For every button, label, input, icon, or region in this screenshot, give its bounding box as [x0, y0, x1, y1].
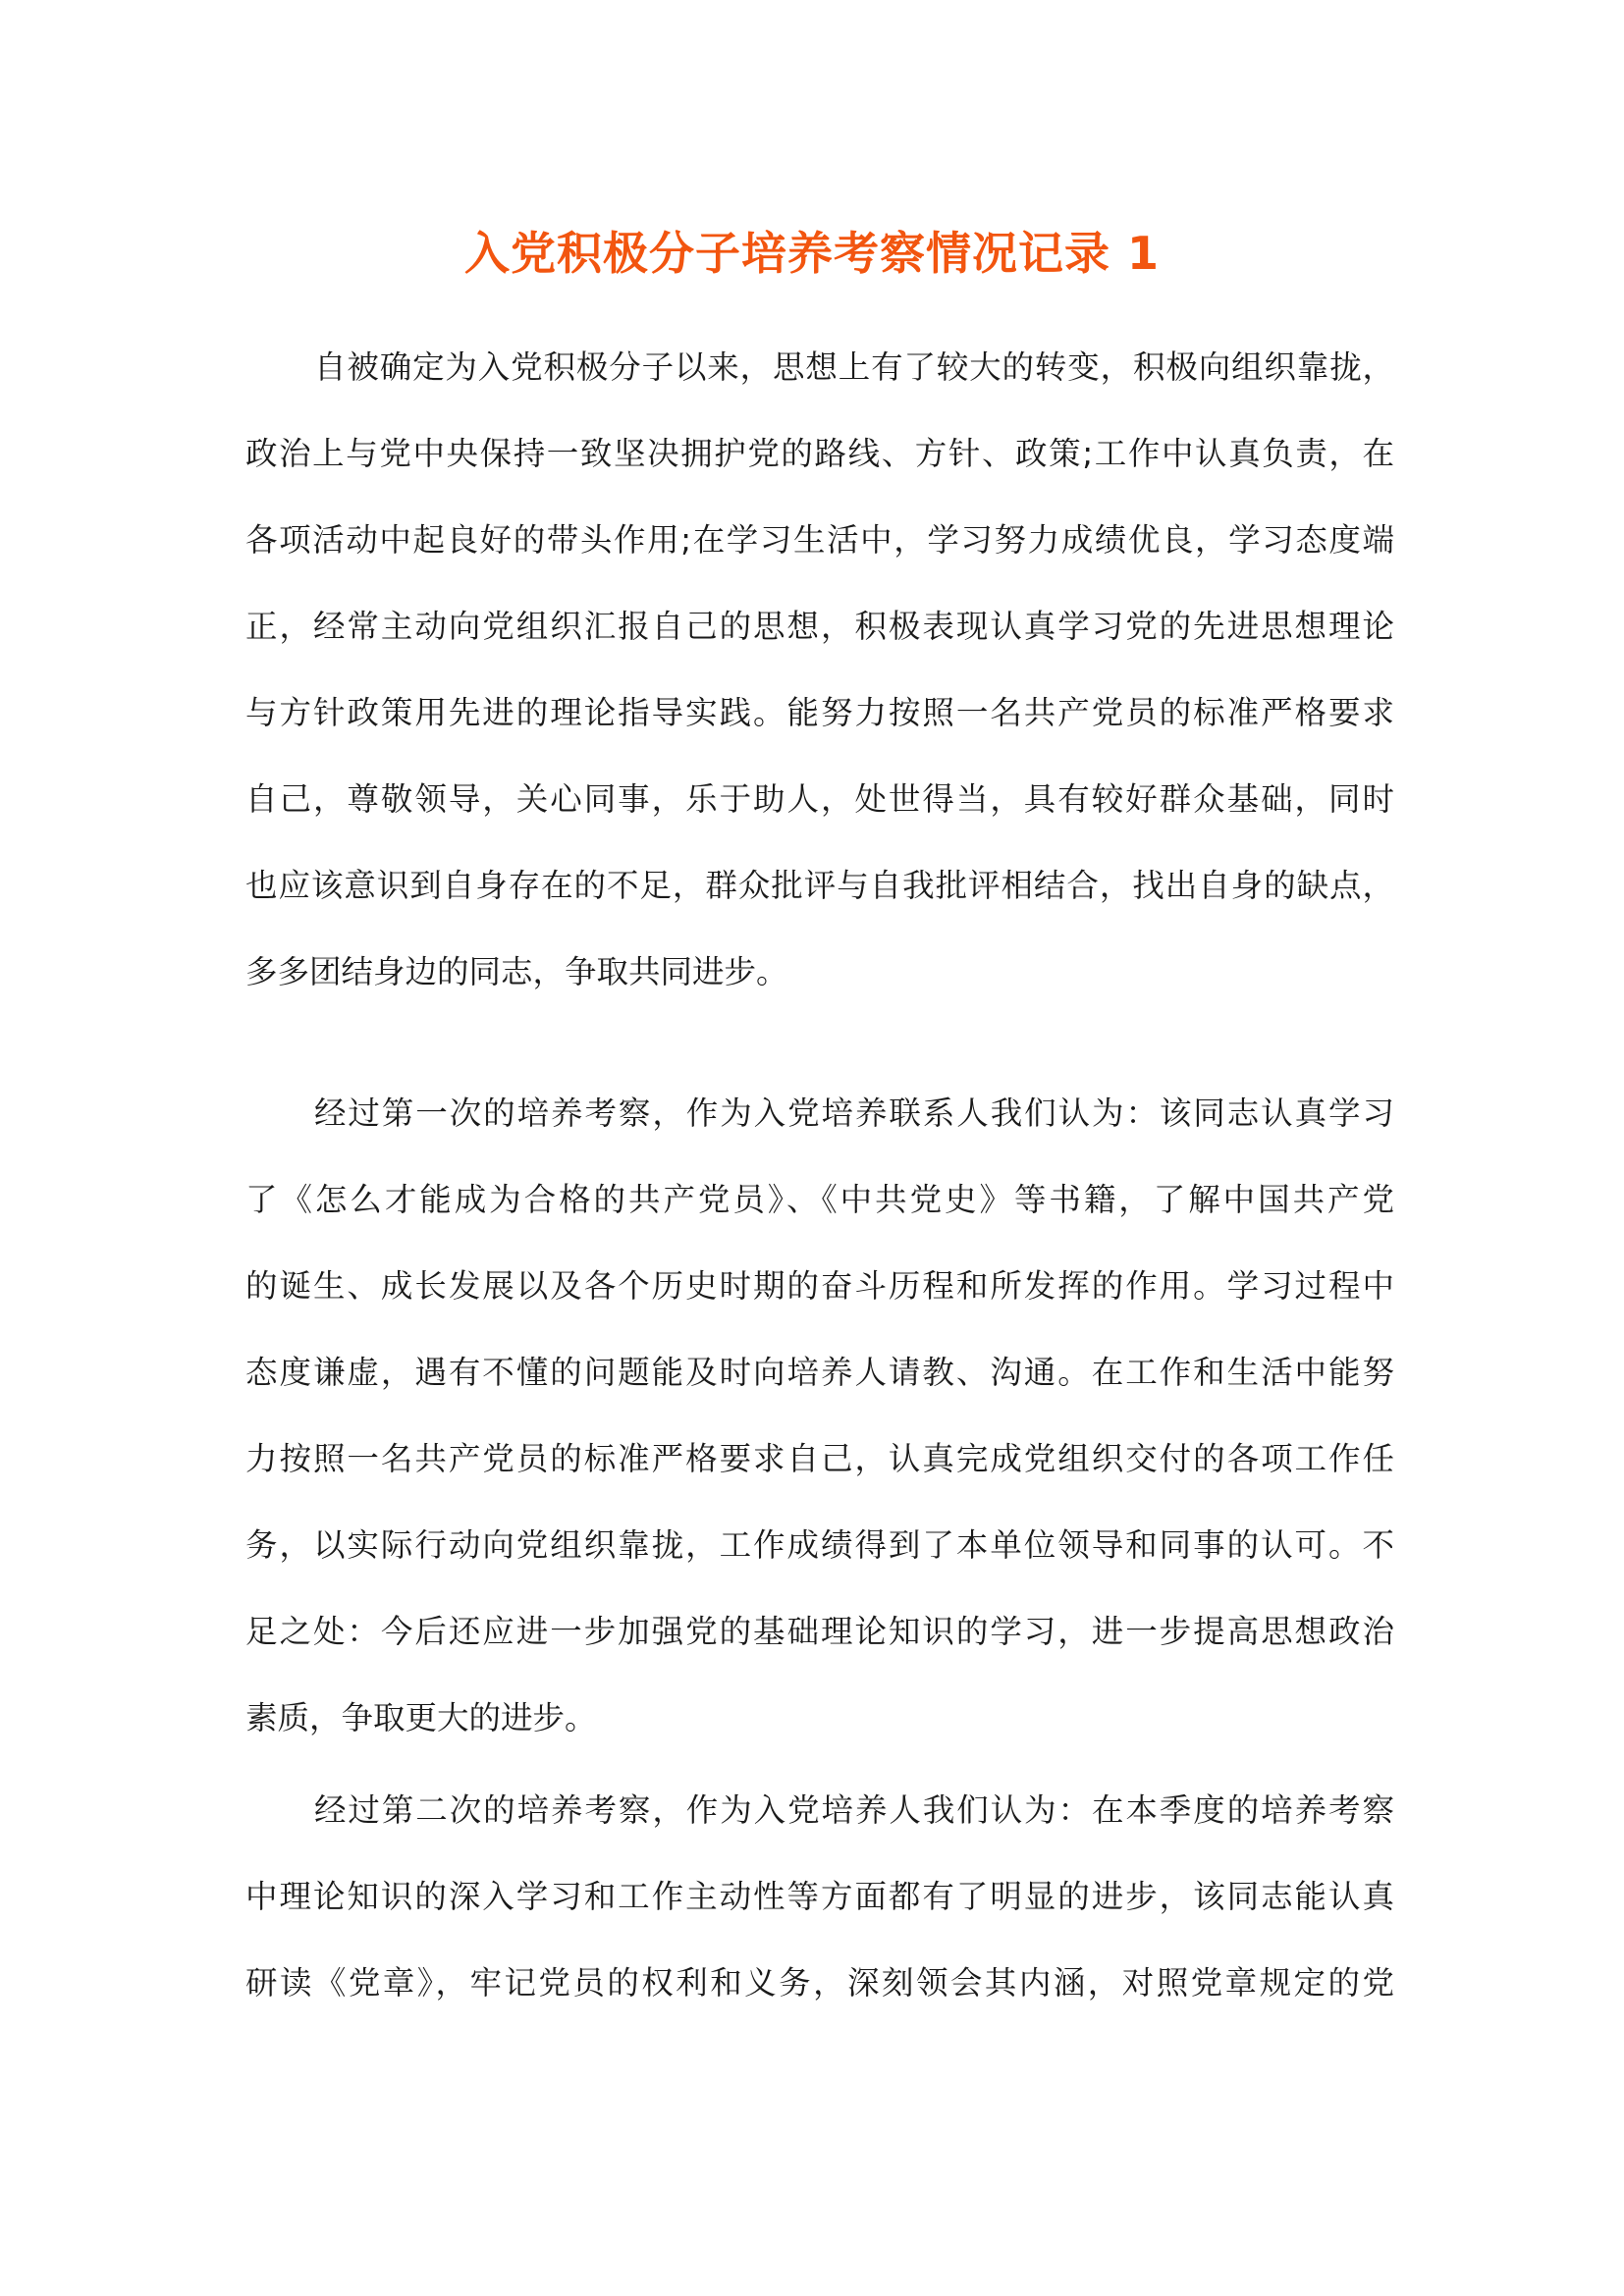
- text-line: 的诞生、成长发展以及各个历史时期的奋斗历程和所发挥的作用。学习过程中: [245, 1267, 1394, 1305]
- text-line: 与方针政策用先进的理论指导实践。能努力按照一名共产党员的标准严格要求: [245, 694, 1394, 731]
- text-line: 务，以实际行动向党组织靠拢，工作成绩得到了本单位领导和同事的认可。不: [245, 1526, 1394, 1564]
- text-line: 多多团结身边的同志，争取共同进步。: [245, 953, 788, 990]
- text-line: 政治上与党中央保持一致坚决拥护党的路线、方针、政策;工作中认真负责，在: [245, 435, 1394, 472]
- text-line: 也应该意识到自身存在的不足，群众批评与自我批评相结合，找出自身的缺点，: [245, 867, 1394, 904]
- text-line: 自被确定为入党积极分子以来，思想上有了较大的转变，积极向组织靠拢，: [314, 348, 1394, 386]
- text-line: 中理论知识的深入学习和工作主动性等方面都有了明显的进步，该同志能认真: [245, 1878, 1394, 1915]
- text-line: 各项活动中起良好的带头作用;在学习生活中，学习努力成绩优良，学习态度端: [245, 521, 1394, 559]
- text-line: 素质，争取更大的进步。: [245, 1699, 597, 1736]
- text-line: 力按照一名共产党员的标准严格要求自己，认真完成党组织交付的各项工作任: [245, 1440, 1394, 1477]
- text-line: 研读《党章》，牢记党员的权利和义务，深刻领会其内涵，对照党章规定的党: [245, 1964, 1394, 2002]
- text-line: 自己，尊敬领导，关心同事，乐于助人，处世得当，具有较好群众基础，同时: [245, 780, 1394, 818]
- document-title: 入党积极分子培养考察情况记录 1: [463, 227, 1161, 280]
- paragraph-3: [245, 1767, 1394, 2026]
- text-line: 经过第一次的培养考察，作为入党培养联系人我们认为：该同志认真学习: [314, 1095, 1394, 1132]
- text-line: 态度谦虚，遇有不懂的问题能及时向培养人请教、沟通。在工作和生活中能努: [245, 1354, 1394, 1391]
- paragraph-2: [245, 1070, 1394, 1761]
- text-line: 了《怎么才能成为合格的共产党员》、《中共党史》等书籍，了解中国共产党: [245, 1181, 1394, 1218]
- paragraph-1: [245, 324, 1394, 1015]
- text-line: 足之处：今后还应进一步加强党的基础理论知识的学习，进一步提高思想政治: [245, 1613, 1394, 1650]
- text-line: 经过第二次的培养考察，作为入党培养人我们认为：在本季度的培养考察: [314, 1791, 1394, 1829]
- text-line: 正，经常主动向党组织汇报自己的思想，积极表现认真学习党的先进思想理论: [245, 608, 1394, 645]
